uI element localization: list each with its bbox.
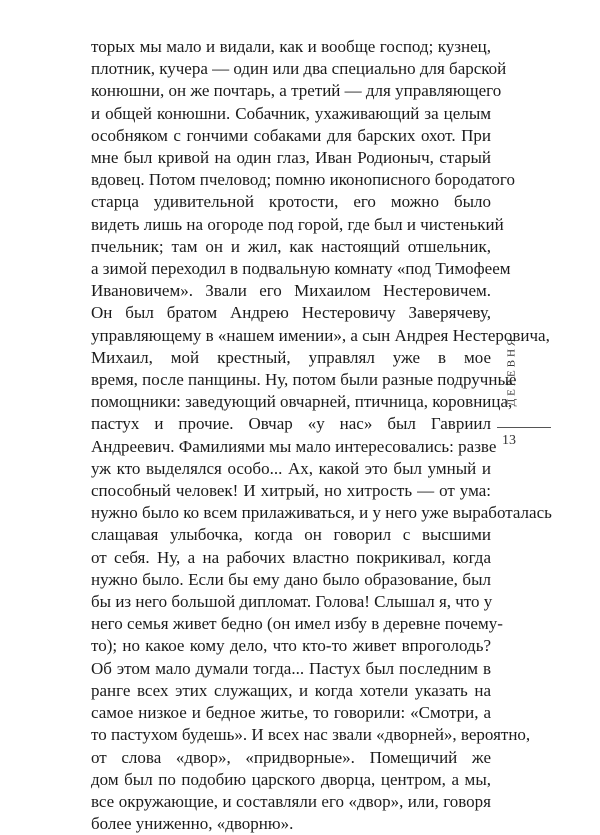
text-line: Ивановичем». Звали его Михаилом Нестеровичем. <box>91 281 491 301</box>
text-line: видеть лишь на огороде под горой, где был и чистенький <box>91 214 504 234</box>
text-line: плотник, кучера — один или два специально для барской <box>91 59 507 79</box>
text-line: Об этом мало думали тогда... Пастух был последним в <box>91 658 491 678</box>
text-line: ранге всех этих служащих, и когда хотели указать на <box>91 680 491 700</box>
text-line: то пастухом будешь». И всех нас звали «дворней», вероятно, <box>91 725 531 745</box>
text-line: пастух и прочие. Овчар «у нас» был Гавриил <box>91 414 491 434</box>
text-line: пчельник; там он и жил, как настоящий отшельник, <box>91 236 491 256</box>
text-line: и общей конюшни. Собачник, ухаживающий за целым <box>91 103 491 123</box>
text-line: него семья живет бедно (он имел избу в деревне почему- <box>91 614 503 634</box>
text-line: вдовец. Потом пчеловод; помню иконописного бородатого <box>91 170 515 190</box>
text-line: самое низкое и бедное житье, то говорили: «Смотри, а <box>91 703 491 723</box>
text-line: способный человек! И хитрый, но хитрость — от ума: <box>91 481 491 501</box>
text-line: а зимой переходил в подвальную комнату «под Тимофеем <box>91 259 511 279</box>
page-number: 13 <box>502 433 516 448</box>
running-head-label: ДЕРЕВНЯ <box>505 335 517 407</box>
text-line: то); но какое кому дело, что кто-то живет впроголодь? <box>91 636 491 656</box>
text-line: мне был кривой на один глаз, Иван Родионыч, старый <box>91 148 491 168</box>
text-line: все окружающие, и составляли его «двор», или, говоря <box>91 791 491 811</box>
text-line: бы из него большой дипломат. Голова! Слышал я, что у <box>91 592 493 612</box>
text-line: слащавая улыбочка, когда он говорил с высшими <box>91 525 491 545</box>
text-line: старца удивительной кротости, его можно было <box>91 192 491 212</box>
text-line: Он был братом Андрею Нестеровичу Заверячеву, <box>91 303 491 323</box>
text-line: дом был по подобию царского дворца, центром, а мы, <box>91 769 491 789</box>
text-line: более униженно, «дворню». <box>91 814 294 834</box>
text-line: торых мы мало и видали, как и вообще господ; кузнец, <box>91 37 491 56</box>
text-line: от слова «двор», «придворные». Помещичий же <box>91 747 491 767</box>
text-line: особняком с гончими собаками для барских охот. При <box>91 125 491 145</box>
running-head <box>496 322 526 420</box>
text-line: Михаил, мой крестный, управлял уже в мое <box>91 347 491 367</box>
text-line: управляющему в «нашем имении», а сын Андрея Нестеровича, <box>91 325 550 345</box>
text-line: конюшни, он же почтарь, а третий — для управляющего <box>91 81 502 101</box>
text-line: нужно было ко всем прилаживаться, и у него уже выработалась <box>91 503 552 523</box>
text-line: Андреевич. Фамилиями мы мало интересовались: разве <box>91 436 497 456</box>
text-line: нужно было. Если бы ему дано было образование, был <box>91 569 491 589</box>
text-line: время, после панщины. Ну, потом были разные подручные <box>91 370 517 390</box>
text-line: помощники: заведующий овчарней, птичница, коровница, <box>91 392 513 412</box>
text-line: уж кто выделялся особо... Ах, какой это был умный и <box>91 458 491 478</box>
folio-rule <box>497 427 551 428</box>
text-line: от себя. Ну, а на рабочих властно покрикивал, когда <box>91 547 491 567</box>
